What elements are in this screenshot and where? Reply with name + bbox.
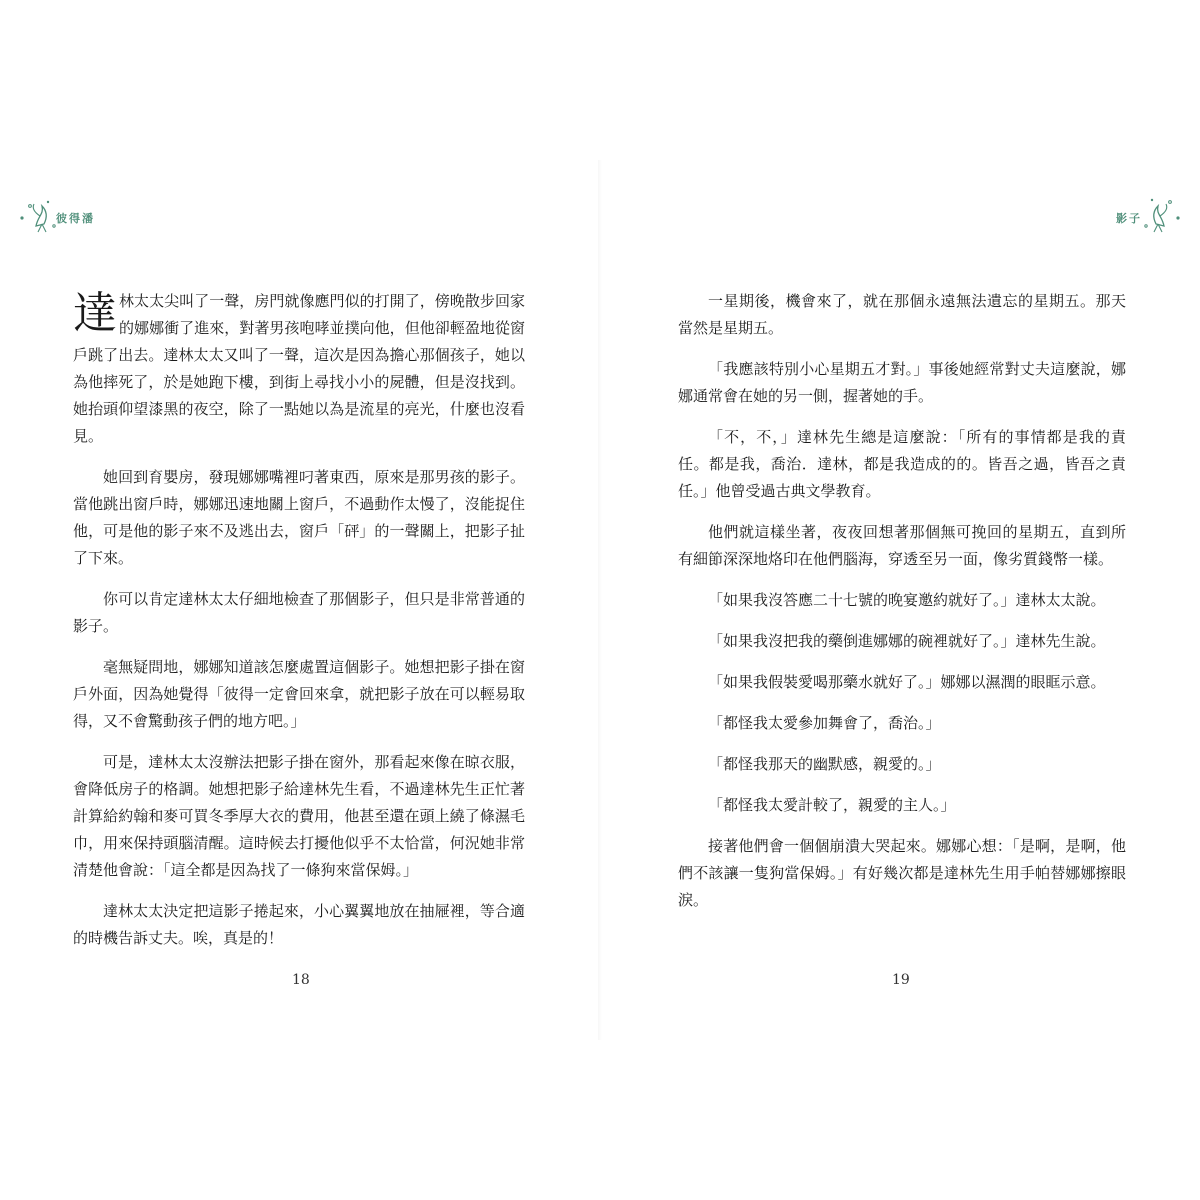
paragraph: 接著他們會一個個崩潰大哭起來。娜娜心想：「是啊，是啊，他們不該讓一隻狗當保姆。」有好幾次都是達林先生用手帕替娜娜擦眼淚。 (678, 837, 1126, 909)
page-number: 18 (292, 972, 310, 988)
left-body-text (73, 288, 525, 966)
paragraph (73, 288, 525, 450)
fairy-stars-icon (1142, 196, 1182, 236)
running-head-title: 影子 (1116, 212, 1142, 225)
paragraph: 「如果我假裝愛喝那藥水就好了。」娜娜以濕潤的眼眶示意。 (708, 673, 1106, 691)
paragraph: 「都怪我那天的幽默感，親愛的。」 (708, 755, 941, 773)
paragraph: 可是，達林太太沒辦法把影子掛在窗外，那看起來像在晾衣服，會降低房子的格調。她想把影子給達林先生看，不過達林先生正忙著計算給約翰和麥可買冬季厚大衣的費用，他甚至還在頭上繞了條濕毛巾，用來保持頭腦清醒。這時候去打擾他似乎不太恰當，何況她非常清楚他會說：「這全都是因為找了一條狗來當保姆。」 (73, 753, 525, 879)
paragraph: 「都怪我太愛計較了，親愛的主人。」 (708, 796, 956, 814)
paragraph: 「都怪我太愛參加舞會了，喬治。」 (708, 714, 941, 732)
running-head-title: 彼得潘 (56, 212, 95, 225)
page-number: 19 (892, 972, 910, 988)
paragraph: 毫無疑問地，娜娜知道該怎麼處置這個影子。她想把影子掛在窗戶外面，因為她覺得「彼得一定會回來拿，就把影子放在可以輕易取得，又不會驚動孩子們的地方吧。」 (73, 658, 525, 730)
paragraph: 「如果我沒把我的藥倒進娜娜的碗裡就好了。」達林先生說。 (708, 632, 1106, 650)
paragraph-text: 林太太尖叫了一聲，房門就像應門似的打開了，傍晚散步回家的娜娜衝了進來，對著男孩咆哮並撲向他，但他卻輕盈地從窗戶跳了出去。達林太太又叫了一聲，這次是因為擔心那個孩子，她以為他摔死了，於是她跑下樓，到街上尋找小小的屍體，但是沒找到。她抬頭仰望漆黑的夜空，除了一點她以為是流星的亮光，什麼也沒看見。 (73, 292, 525, 445)
drop-cap: 達 (73, 288, 117, 339)
right-body-text (678, 288, 1126, 928)
paragraph: 「不，不，」達林先生總是這麼說：「所有的事情都是我的責任。都是我，喬治．達林，都是我造成的的。皆吾之過，皆吾之責任。」他曾受過古典文學教育。 (678, 428, 1126, 500)
paragraph: 他們就這樣坐著，夜夜回想著那個無可挽回的星期五，直到所有細節深深地烙印在他們腦海，穿透至另一面，像劣質錢幣一樣。 (678, 523, 1126, 568)
paragraph: 一星期後，機會來了，就在那個永遠無法遺忘的星期五。那天當然是星期五。 (678, 292, 1126, 337)
paragraph: 她回到育嬰房，發現娜娜嘴裡叼著東西，原來是那男孩的影子。當他跳出窗戶時，娜娜迅速地關上窗戶，不過動作太慢了，沒能捉住他，可是他的影子來不及逃出去，窗戶「砰」的一聲關上，把影子扯了下來。 (73, 468, 525, 567)
fairy-stars-icon (18, 196, 58, 236)
paragraph: 你可以肯定達林太太仔細地檢查了那個影子，但只是非常普通的影子。 (73, 590, 525, 635)
paragraph: 達林太太決定把這影子捲起來，小心翼翼地放在抽屜裡，等合適的時機告訴丈夫。唉，真是的！ (73, 902, 525, 947)
paragraph: 「我應該特別小心星期五才對。」事後她經常對丈夫這麼說，娜娜通常會在她的另一側，握著她的手。 (678, 360, 1126, 405)
right-page (600, 0, 1200, 1200)
paragraph: 「如果我沒答應二十七號的晚宴邀約就好了。」達林太太說。 (708, 591, 1106, 609)
